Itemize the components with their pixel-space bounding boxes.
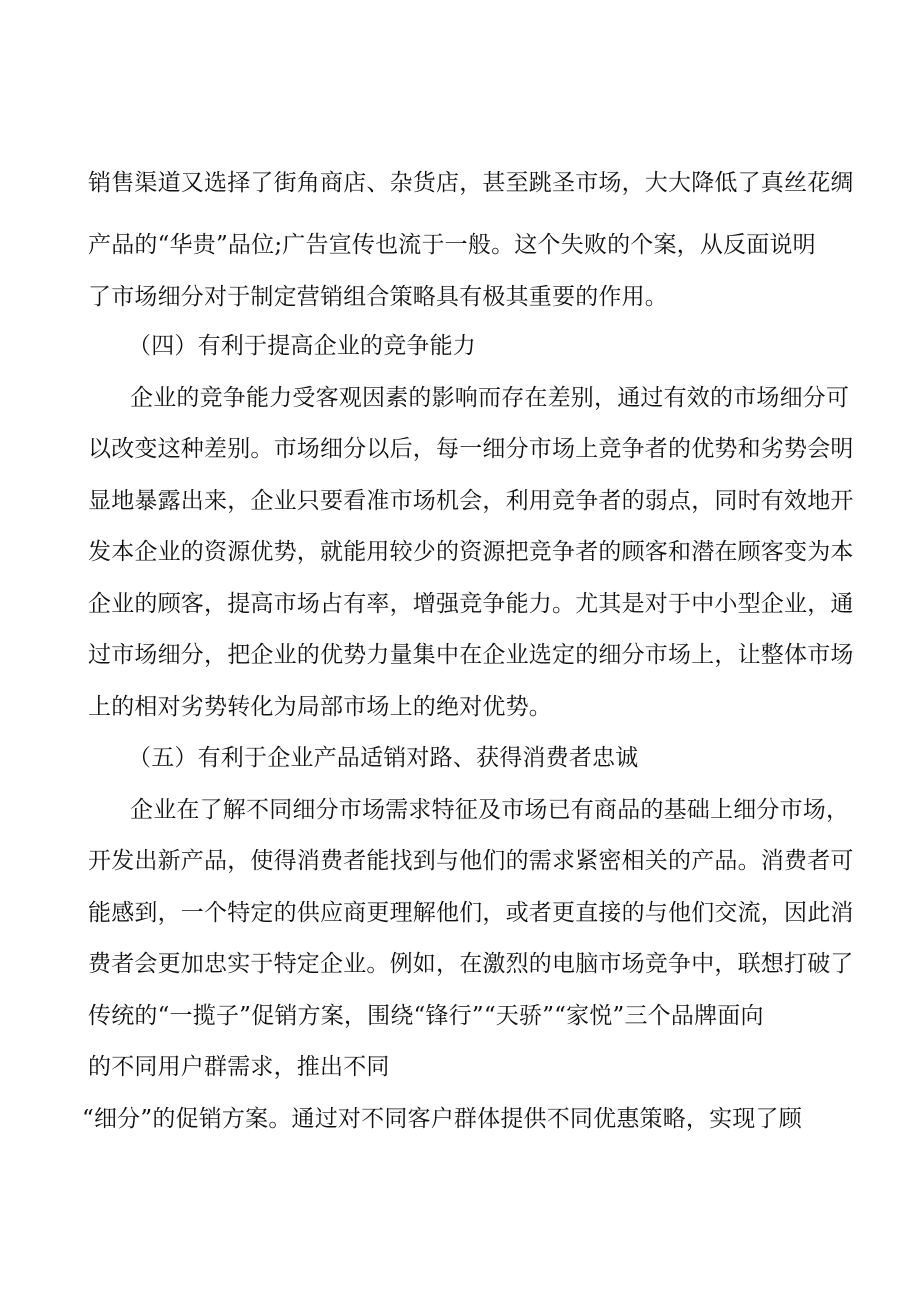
paragraph-line: 开发出新产品，使得消费者能找到与他们的需求紧密相关的产品。消费者可 (88, 848, 854, 874)
paragraph-line: 了市场细分对于制定营销组合策略具有极其重要的作用。 (88, 284, 668, 310)
paragraph-line: “细分”的促销方案。通过对不同客户群体提供不同优惠策略，实现了顾 (82, 1106, 802, 1132)
section-heading: （四）有利于提高企业的竞争能力 (128, 333, 476, 359)
paragraph-line: 传统的“一揽子”促销方案，围绕“锋行”“天骄”“家悦”三个品牌面向 (88, 1003, 764, 1029)
paragraph-line: 企业的竞争能力受客观因素的影响而存在差别，通过有效的市场细分可 (130, 385, 850, 411)
paragraph-line: 发本企业的资源优势，就能用较少的资源把竞争者的顾客和潜在顾客变为本 (88, 539, 854, 565)
paragraph-line: 能感到，一个特定的供应商更理解他们，或者更直接的与他们交流，因此消 (88, 900, 854, 926)
paragraph-line: 上的相对劣势转化为局部市场上的绝对优势。 (88, 694, 552, 720)
paragraph-line: 以改变这种差别。市场细分以后，每一细分市场上竞争者的优势和劣势会明 (88, 436, 854, 462)
paragraph-line: 过市场细分，把企业的优势力量集中在企业选定的细分市场上，让整体市场 (88, 642, 854, 668)
paragraph-line: 的不同用户群需求，推出不同 (88, 1054, 390, 1080)
paragraph-line: 费者会更加忠实于特定企业。例如，在激烈的电脑市场竞争中，联想打破了 (88, 951, 854, 977)
paragraph-line: 显地暴露出来，企业只要看准市场机会，利用竞争者的弱点，同时有效地开 (88, 488, 854, 514)
paragraph-line: 企业的顾客，提高市场占有率，增强竞争能力。尤其是对于中小型企业，通 (88, 591, 854, 617)
paragraph-line: 企业在了解不同细分市场需求特征及市场已有商品的基础上细分市场， (130, 797, 850, 823)
section-heading: （五）有利于企业产品适销对路、获得消费者忠诚 (128, 745, 639, 771)
paragraph-line: 销售渠道又选择了街角商店、杂货店，甚至跳圣市场，大大降低了真丝花绸 (88, 170, 854, 196)
paragraph-line: 产品的“华贵”品位;广告宣传也流于一般。这个失败的个案，从反面说明 (88, 232, 816, 258)
